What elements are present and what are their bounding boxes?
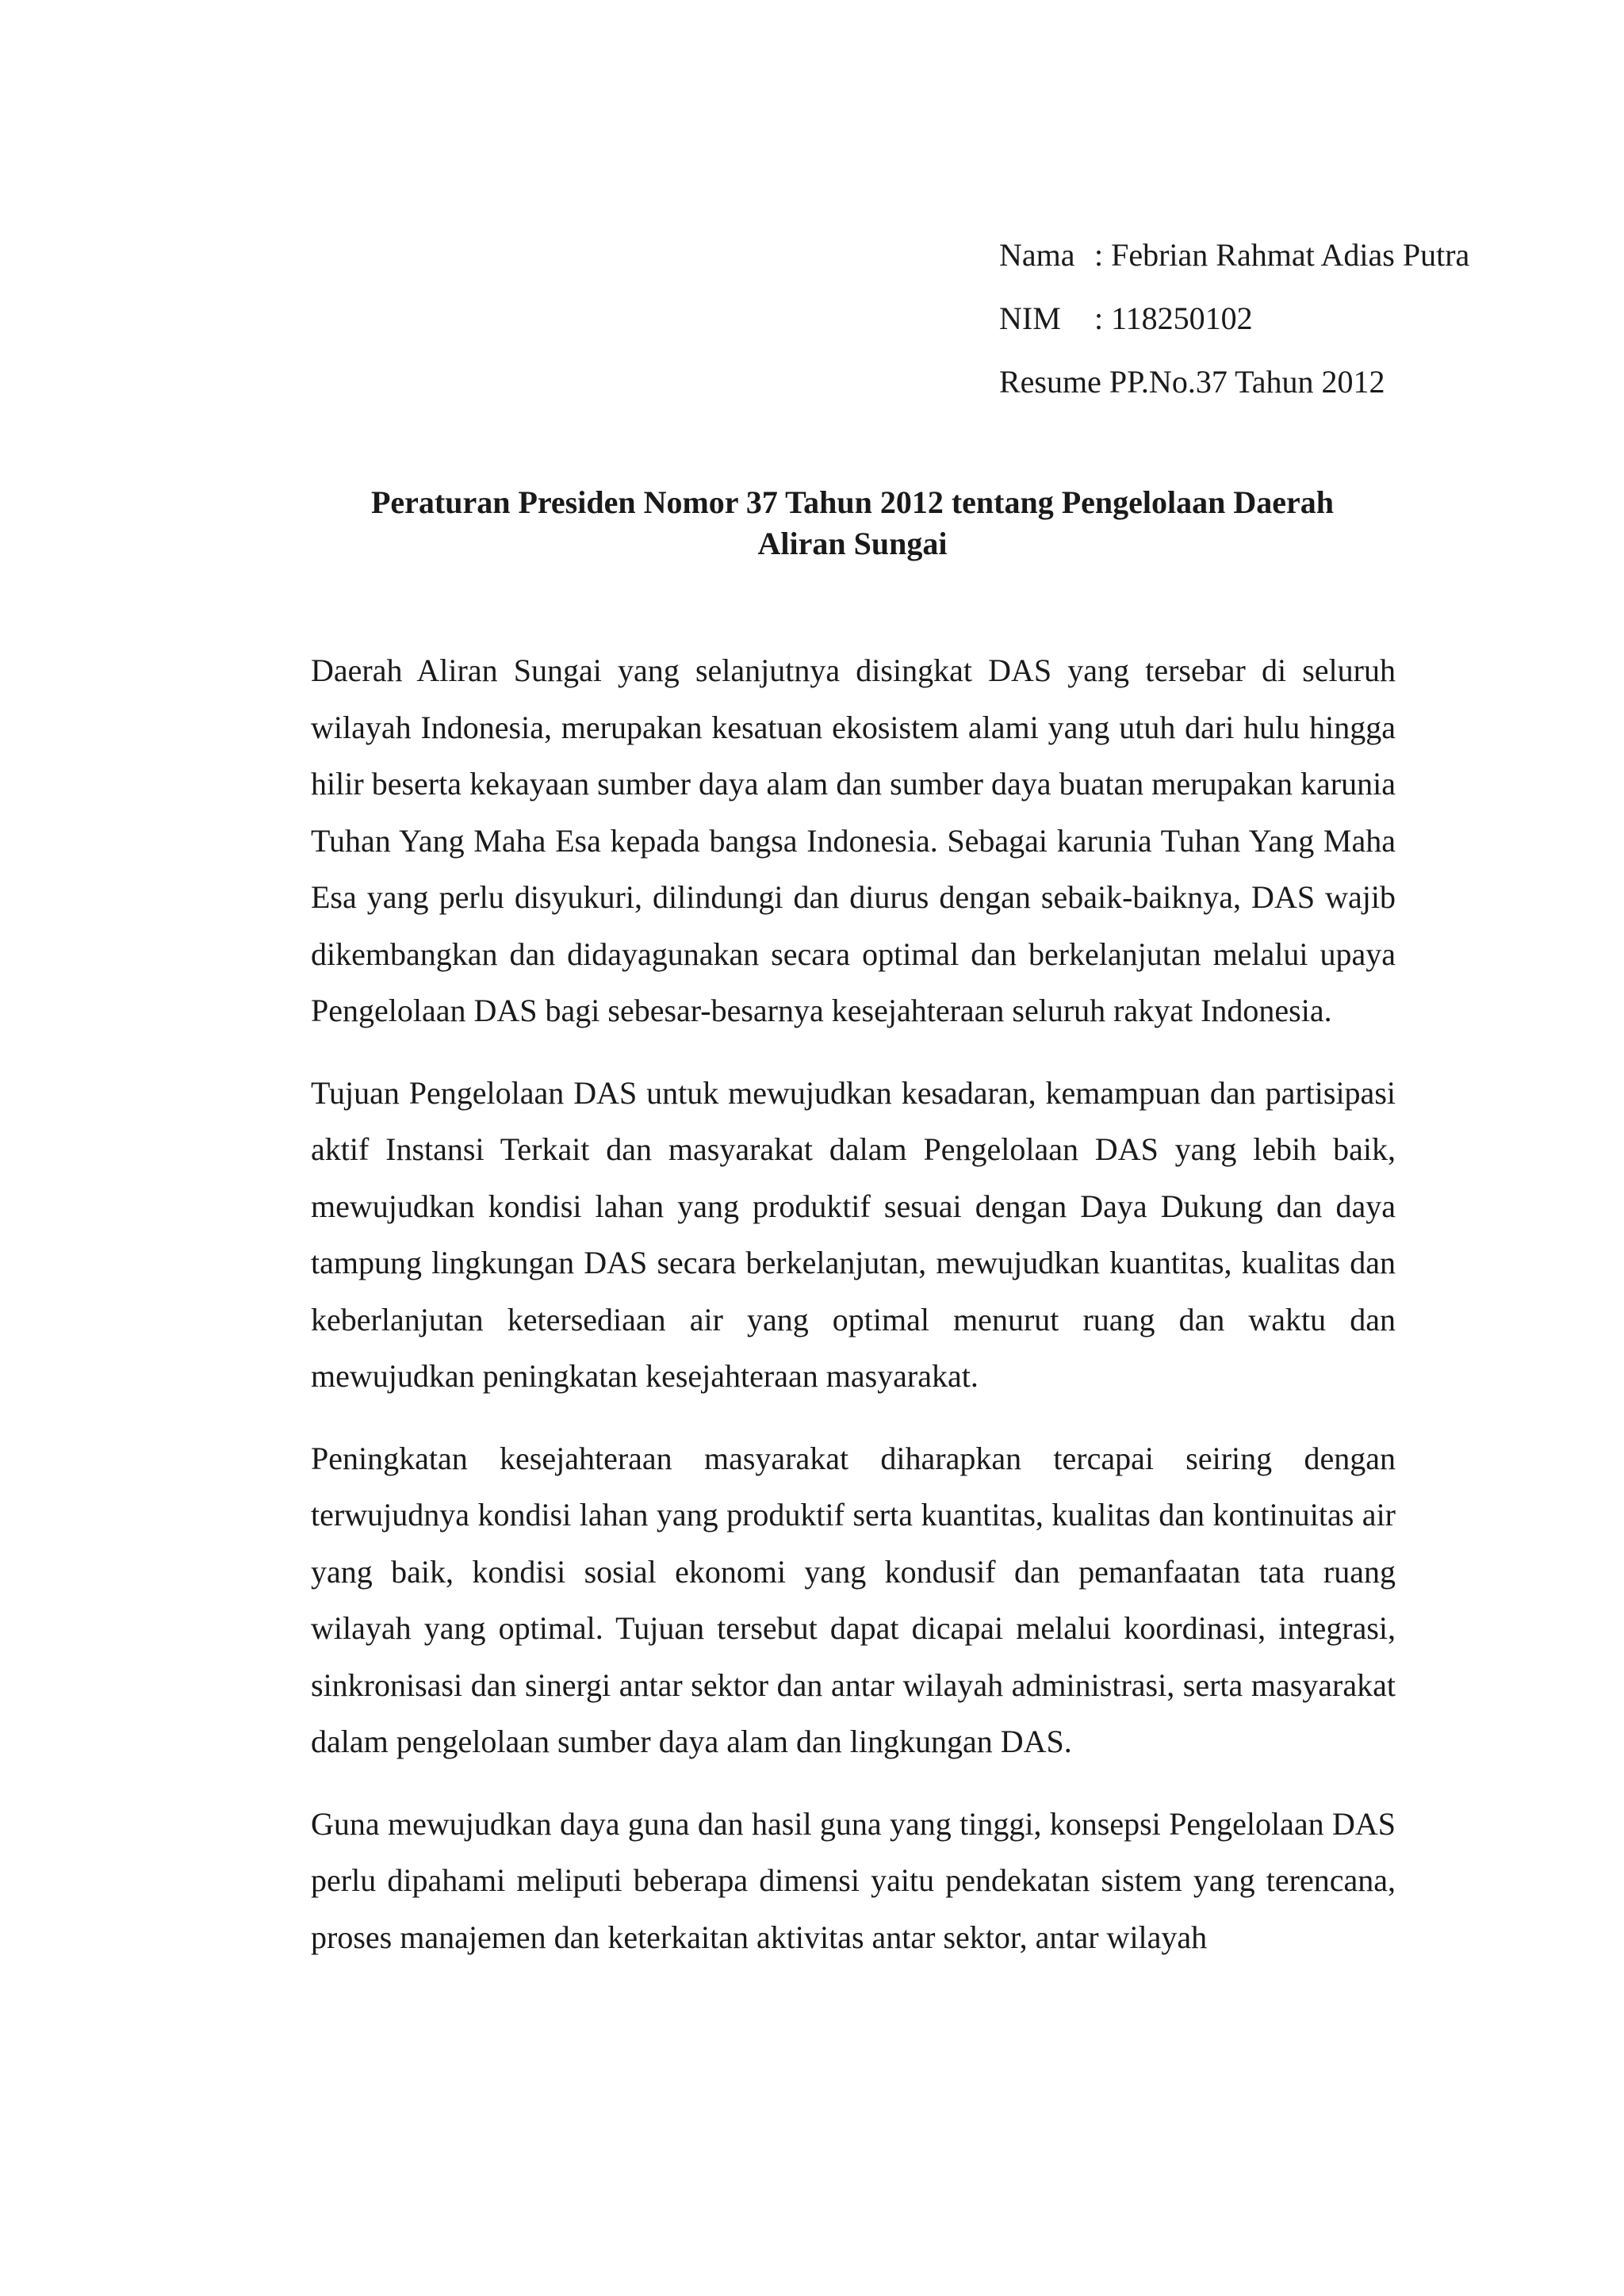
paragraph: Tujuan Pengelolaan DAS untuk mewujudkan kesadaran, kemampuan dan partisipasi aktif Instansi Terkait dan masyarakat dalam Pengelolaan DAS yang lebih baik, mewujudkan kondisi lahan yang produktif sesuai dengan Daya Dukung dan daya tampung lingkungan DAS secara berkelanjutan, mewujudkan kuantitas, kualitas dan keberlanjutan ketersediaan air yang optimal menurut ruang dan waktu dan mewujudkan peningkatan kesejahteraan masyarakat. bbox=[311, 1074, 1396, 1394]
name-label: Nama bbox=[999, 237, 1075, 273]
document-body bbox=[311, 642, 1396, 1991]
student-info-block bbox=[999, 224, 1469, 414]
name-row bbox=[999, 224, 1469, 287]
paragraph: Guna mewujudkan daya guna dan hasil guna yang tinggi, konsepsi Pengelolaan DAS perlu dipahami meliputi beberapa dimensi yaitu pendekatan sistem yang terencana, proses manajemen dan keterkaitan aktivitas antar sektor, antar wilayah bbox=[311, 1805, 1396, 1955]
nim-row bbox=[999, 287, 1469, 350]
paragraph: Daerah Aliran Sungai yang selanjutnya disingkat DAS yang tersebar di seluruh wilayah Indonesia, merupakan kesatuan ekosistem alami yang utuh dari hulu hingga hilir beserta kekayaan sumber daya alam dan sumber daya buatan merupakan karunia Tuhan Yang Maha Esa kepada bangsa Indonesia. Sebagai karunia Tuhan Yang Maha Esa yang perlu disyukuri, dilindungi dan diurus dengan sebaik-baiknya, DAS wajib dikembangkan dan didayagunakan secara optimal dan berkelanjutan melalui upaya Pengelolaan DAS bagi sebesar-besarnya kesejahteraan seluruh rakyat Indonesia. bbox=[311, 652, 1396, 1028]
name-value: : Febrian Rahmat Adias Putra bbox=[1094, 237, 1470, 273]
title-line-2: Aliran Sungai bbox=[757, 526, 948, 561]
nim-label: NIM bbox=[999, 300, 1061, 336]
title-line-1: Peraturan Presiden Nomor 37 Tahun 2012 tentang Pengelolaan Daerah bbox=[370, 484, 1335, 520]
paragraph: Peningkatan kesejahteraan masyarakat diharapkan tercapai seiring dengan terwujudnya kondisi lahan yang produktif serta kuantitas, kualitas dan kontinuitas air yang baik, kondisi sosial ekonomi yang kondusif dan pemanfaatan tata ruang wilayah yang optimal. Tujuan tersebut dapat dicapai melalui koordinasi, integrasi, sinkronisasi dan sinergi antar sektor dan antar wilayah administrasi, serta masyarakat dalam pengelolaan sumber daya alam dan lingkungan DAS. bbox=[311, 1440, 1396, 1759]
subject-line: Resume PP.No.37 Tahun 2012 bbox=[999, 364, 1385, 400]
nim-value: : 118250102 bbox=[1094, 300, 1253, 336]
document-title bbox=[309, 482, 1396, 564]
